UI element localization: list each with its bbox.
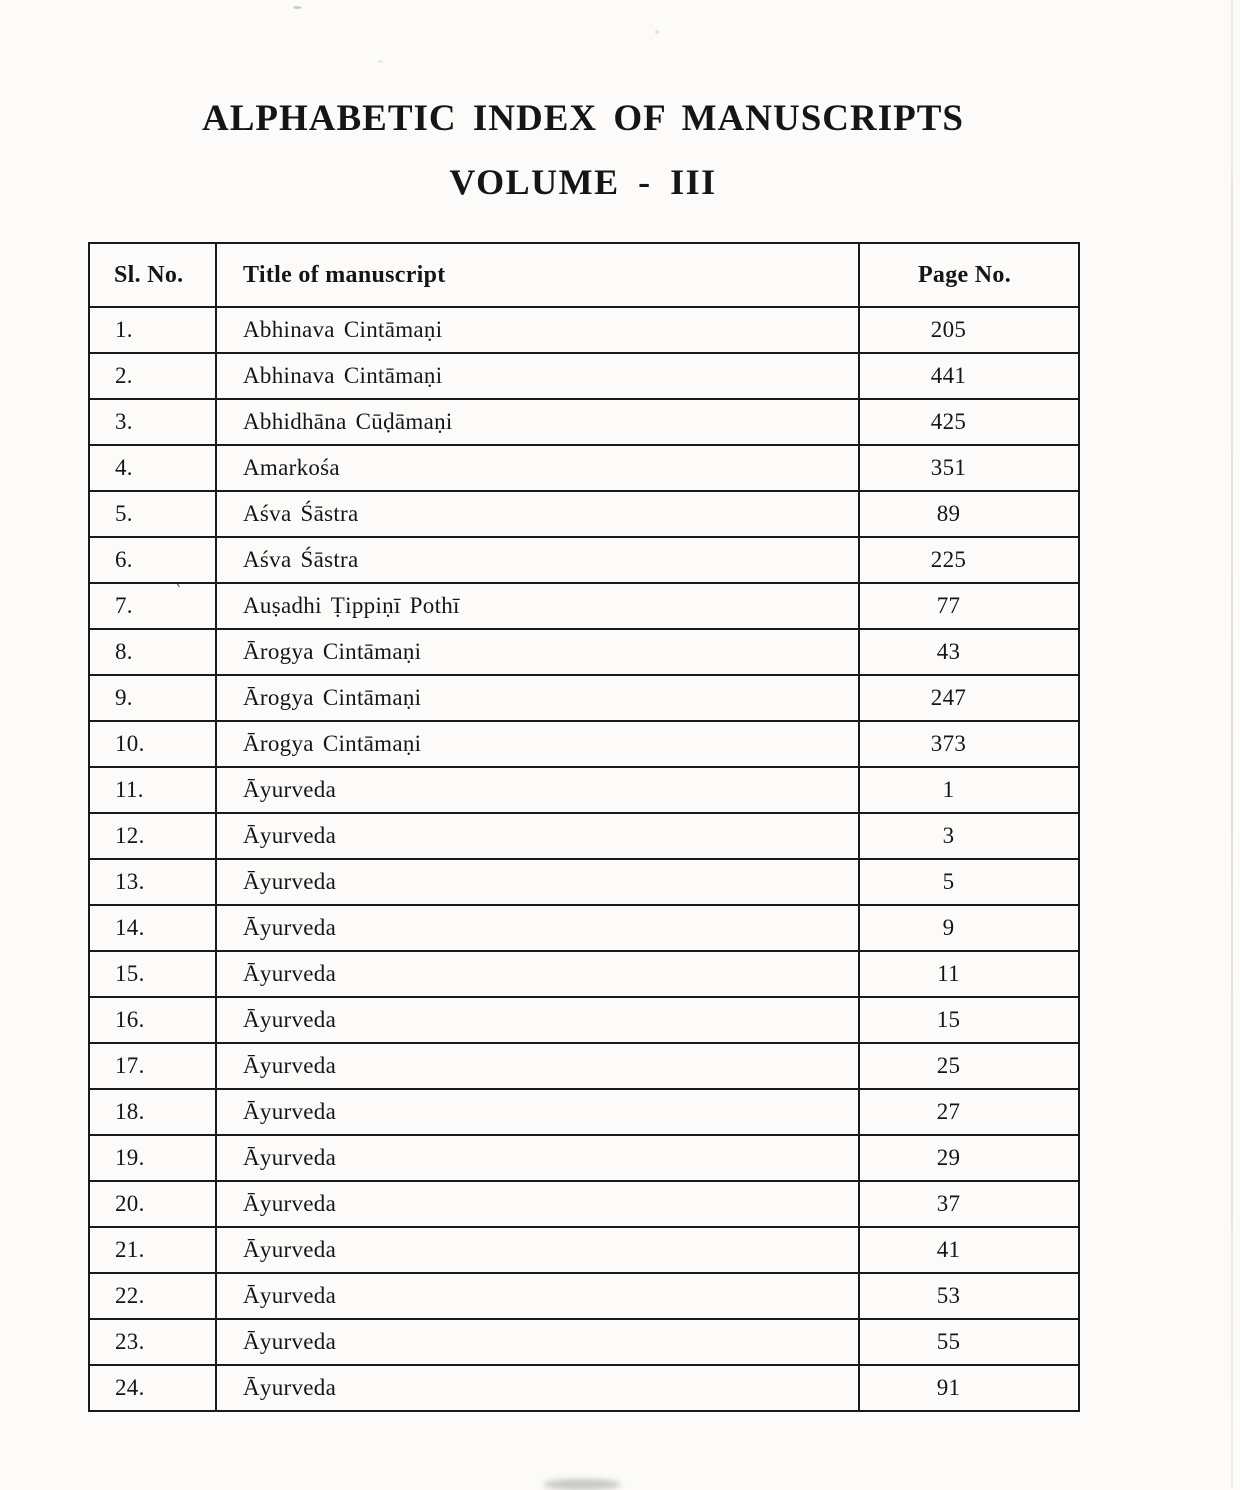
page-cell: 43 (859, 629, 1079, 675)
title-cell: Ārogya Cintāmaṇi (216, 721, 859, 767)
sl-cell: 20. (89, 1181, 216, 1227)
table-row (89, 767, 1079, 813)
title-cell: Ārogya Cintāmaṇi (216, 675, 859, 721)
table-row (89, 537, 1079, 583)
table-row (89, 1135, 1079, 1181)
title-cell: Āyurveda (216, 1043, 859, 1089)
table-row (89, 1043, 1079, 1089)
page-cell: 247 (859, 675, 1079, 721)
page-cell: 29 (859, 1135, 1079, 1181)
page-cell: 27 (859, 1089, 1079, 1135)
sl-cell: 11. (89, 767, 216, 813)
table-row (89, 1181, 1079, 1227)
sl-cell: 12. (89, 813, 216, 859)
manuscript-index-table (88, 242, 1080, 1412)
sl-cell: 3. (89, 399, 216, 445)
sl-cell: 1. (89, 307, 216, 353)
page-cell: 1 (859, 767, 1079, 813)
title-cell: Abhinava Cintāmaṇi (216, 353, 859, 399)
sl-cell: 21. (89, 1227, 216, 1273)
page-cell: 37 (859, 1181, 1079, 1227)
page-cell: 373 (859, 721, 1079, 767)
title-cell: Abhinava Cintāmaṇi (216, 307, 859, 353)
sl-cell: 23. (89, 1319, 216, 1365)
scanned-page (88, 0, 1078, 1412)
page-title: ALPHABETIC INDEX OF MANUSCRIPTS (201, 98, 964, 139)
sl-cell: 14. (89, 905, 216, 951)
page-cell: 441 (859, 353, 1079, 399)
table-row (89, 1089, 1079, 1135)
title-cell: Āyurveda (216, 951, 859, 997)
scan-smudge (543, 1479, 621, 1490)
page-cell: 15 (859, 997, 1079, 1043)
table-row (89, 721, 1079, 767)
scan-speck (655, 30, 659, 34)
scan-tick-artifact: ` (171, 580, 183, 601)
table-row (89, 445, 1079, 491)
table-row (89, 997, 1079, 1043)
page-cell: 53 (859, 1273, 1079, 1319)
table-row (89, 813, 1079, 859)
sl-cell: 7. (89, 583, 216, 629)
page-cell: 25 (859, 1043, 1079, 1089)
table-row (89, 353, 1079, 399)
title-cell: Āyurveda (216, 1319, 859, 1365)
table-row (89, 629, 1079, 675)
sl-cell: 22. (89, 1273, 216, 1319)
sl-cell: 15. (89, 951, 216, 997)
table-row (89, 399, 1079, 445)
page-cell: 425 (859, 399, 1079, 445)
sl-cell: 5. (89, 491, 216, 537)
page-cell: 3 (859, 813, 1079, 859)
header-sl-no: Sl. No. (89, 243, 216, 307)
title-cell: Āyurveda (216, 1135, 859, 1181)
title-cell: Āyurveda (216, 767, 859, 813)
title-cell: Āyurveda (216, 813, 859, 859)
sl-cell: 10. (89, 721, 216, 767)
title-cell: Abhidhāna Cūḍāmaṇi (216, 399, 859, 445)
table-row (89, 583, 1079, 629)
header-row (89, 243, 1079, 307)
title-cell: Āyurveda (216, 1227, 859, 1273)
title-cell: Āyurveda (216, 905, 859, 951)
sl-cell: 6. (89, 537, 216, 583)
page-cell: 77 (859, 583, 1079, 629)
table-row (89, 1273, 1079, 1319)
page-cell: 55 (859, 1319, 1079, 1365)
page-cell: 9 (859, 905, 1079, 951)
sl-cell: 9. (89, 675, 216, 721)
title-cell: Aśva Śāstra (216, 491, 859, 537)
table-row (89, 905, 1079, 951)
sl-cell: 4. (89, 445, 216, 491)
scan-speck (293, 6, 302, 9)
title-cell: Āyurveda (216, 1273, 859, 1319)
page-edge-line (1231, 0, 1233, 1488)
title-cell: Āyurveda (216, 1181, 859, 1227)
header-title: Title of manuscript (216, 243, 859, 307)
sl-cell: 24. (89, 1365, 216, 1411)
page-cell: 5 (859, 859, 1079, 905)
table-row (89, 675, 1079, 721)
table-row (89, 859, 1079, 905)
title-cell: Āyurveda (216, 997, 859, 1043)
page-cell: 91 (859, 1365, 1079, 1411)
table-row (89, 1365, 1079, 1411)
title-cell: Amarkośa (216, 445, 859, 491)
table-body (89, 307, 1079, 1411)
page-cell: 351 (859, 445, 1079, 491)
table-row (89, 1319, 1079, 1365)
table-row (89, 491, 1079, 537)
title-cell: Āyurveda (216, 1365, 859, 1411)
title-cell: Auṣadhi Ṭippiṇī Pothī (216, 583, 859, 629)
table-header (89, 243, 1079, 307)
sl-cell: 8. (89, 629, 216, 675)
table-row (89, 307, 1079, 353)
page-cell: 205 (859, 307, 1079, 353)
table-row (89, 1227, 1079, 1273)
table-row (89, 951, 1079, 997)
sl-cell: 18. (89, 1089, 216, 1135)
title-cell: Aśva Śāstra (216, 537, 859, 583)
page-cell: 89 (859, 491, 1079, 537)
sl-cell: 19. (89, 1135, 216, 1181)
page-subtitle: VOLUME - III (449, 162, 717, 202)
scan-speck (378, 60, 383, 63)
title-cell: Āyurveda (216, 859, 859, 905)
sl-cell: 2. (89, 353, 216, 399)
sl-cell: 13. (89, 859, 216, 905)
sl-cell: 17. (89, 1043, 216, 1089)
title-cell: Āyurveda (216, 1089, 859, 1135)
sl-cell: 16. (89, 997, 216, 1043)
page-cell: 225 (859, 537, 1079, 583)
title-cell: Ārogya Cintāmaṇi (216, 629, 859, 675)
header-page-no: Page No. (859, 243, 1079, 307)
page-cell: 11 (859, 951, 1079, 997)
page-cell: 41 (859, 1227, 1079, 1273)
